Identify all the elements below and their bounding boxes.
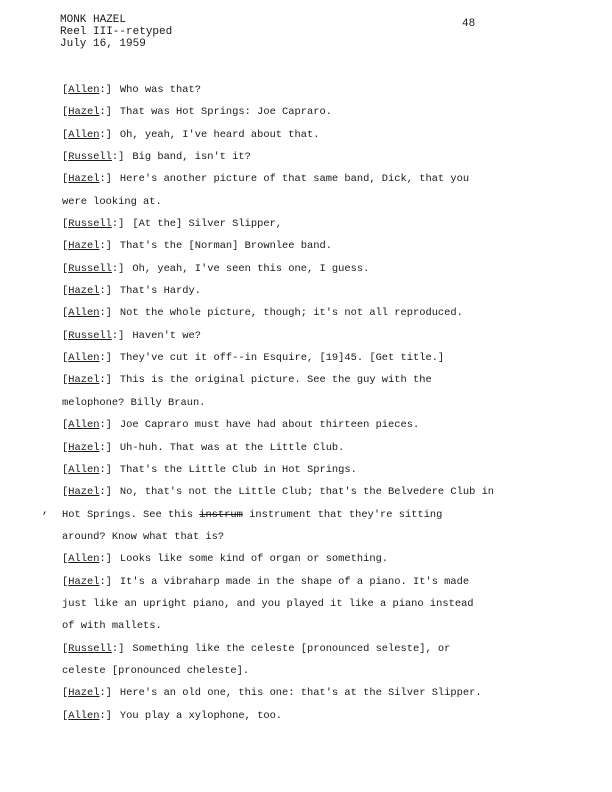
line-text: Joe Capraro must have had about thirteen pieces. [119,419,420,432]
line-text: Haven't we? [132,329,201,342]
speaker-name: Allen [68,307,100,320]
speaker-name: Allen [68,352,100,365]
speaker-label: [Allen:] [62,463,112,476]
speaker-label: [Allen:] [62,307,112,320]
line-text: That's the [Norman] Brownlee band. [119,240,332,253]
speaker-label: [Allen:] [62,709,112,722]
transcript-line [62,504,582,526]
speaker-name: Allen [68,709,100,722]
line-text: It's a vibraharp made in the shape of a piano. It's made [119,575,470,588]
speaker-label: [Hazel:] [62,374,112,387]
transcript-line [62,548,582,570]
line-text: Looks like some kind of organ or something. [119,553,389,566]
transcript-line [62,571,582,593]
speaker-label: [Russell:] [62,642,125,655]
line-text: Uh-huh. That was at the Little Club. [119,441,345,454]
transcript-line [62,660,582,682]
reel-label: Reel III--retyped [60,26,173,38]
speaker-name: Allen [68,419,100,432]
interviewee-name: MONK HAZEL [60,14,127,26]
transcript-body [62,79,582,727]
speaker-name: Hazel [68,106,100,119]
transcript-line [62,705,582,727]
speaker-label: [Hazel:] [62,106,112,119]
transcript-line [62,481,582,503]
transcript-line [62,101,582,123]
speaker-name: Allen [68,553,100,566]
interview-date: July 16, 1959 [60,38,146,50]
speaker-name: Hazel [68,285,100,298]
transcript-line [62,369,582,391]
transcript-line [62,615,582,637]
transcript-line [62,302,582,324]
transcript-line [62,526,582,548]
transcript-line [62,191,582,213]
speaker-name: Hazel [68,240,100,253]
transcript-line [62,392,582,414]
speaker-name: Hazel [68,575,100,588]
line-text: melophone? Billy Braun. [62,396,206,409]
line-text-continued: instrument that they're sitting [249,508,443,521]
line-text: Oh, yeah, I've seen this one, I guess. [132,262,370,275]
transcript-line [62,437,582,459]
line-text: No, that's not the Little Club; that's the Belvedere Club in [119,486,495,499]
speaker-name: Hazel [68,486,100,499]
transcript-line [62,258,582,280]
line-text: Here's an old one, this one: that's at the Silver Slipper. [119,687,482,700]
line-text: That's Hardy. [119,285,201,298]
speaker-name: Hazel [68,441,100,454]
line-text: Who was that? [119,84,201,96]
line-text: were looking at. [62,195,162,208]
speaker-label: [Russell:] [62,218,125,231]
line-text: celeste [pronounced cheleste]. [62,664,250,677]
line-text: They've cut it off--in Esquire, [19]45. [Get title.] [119,352,445,365]
line-text: around? Know what that is? [62,530,225,543]
struck-text: instrum [199,508,243,521]
transcript-line [62,280,582,302]
speaker-name: Russell [68,329,112,342]
transcript-line [62,124,582,146]
speaker-label: [Hazel:] [62,441,112,454]
speaker-label: [Allen:] [62,553,112,566]
speaker-name: Hazel [68,687,100,700]
line-text: Big band, isn't it? [132,151,251,164]
line-text: Not the whole picture, though; it's not all reproduced. [119,307,463,320]
speaker-name: Russell [68,642,112,655]
speaker-name: Russell [68,262,112,275]
document-header [60,14,172,50]
transcript-line [62,593,582,615]
speaker-label: [Hazel:] [62,687,112,700]
speaker-label: [Allen:] [62,419,112,432]
line-text: That was Hot Springs: Joe Capraro. [119,106,332,119]
page-number: 48 [462,18,476,30]
line-text: of with mallets. [62,620,162,633]
speaker-label: [Allen:] [62,84,112,96]
speaker-label: [Hazel:] [62,285,112,298]
line-text: This is the original picture. See the guy with the [119,374,432,387]
line-text: [At the] Silver Slipper, [132,218,283,231]
speaker-name: Allen [68,128,100,141]
transcript-line [62,79,582,101]
transcript-line [62,146,582,168]
line-text: Hot Springs. See this [62,508,193,521]
transcript-line [62,682,582,704]
speaker-label: [Hazel:] [62,240,112,253]
transcript-line [62,459,582,481]
speaker-label: [Russell:] [62,151,125,164]
transcript-line [62,638,582,660]
speaker-label: [Russell:] [62,262,125,275]
transcript-line [62,213,582,235]
line-text: You play a xylophone, too. [119,709,283,722]
speaker-label: [Allen:] [62,128,112,141]
transcript-line [62,168,582,190]
line-text: Oh, yeah, I've heard about that. [119,128,320,141]
line-text: Something like the celeste [pronounced seleste], or [132,642,451,655]
speaker-label: [Allen:] [62,352,112,365]
speaker-label: [Hazel:] [62,173,112,186]
speaker-name: Allen [68,463,100,476]
transcript-line [62,325,582,347]
line-text: Here's another picture of that same band, Dick, that you [119,173,470,186]
transcript-line [62,235,582,257]
line-text: just like an upright piano, and you played it like a piano instead [62,597,474,610]
speaker-label: [Hazel:] [62,575,112,588]
margin-mark: , [42,505,49,517]
line-text: That's the Little Club in Hot Springs. [119,463,357,476]
speaker-name: Russell [68,151,112,164]
speaker-name: Hazel [68,374,100,387]
transcript-line [62,347,582,369]
speaker-name: Russell [68,218,112,231]
speaker-name: Allen [68,84,100,96]
transcript-line [62,414,582,436]
speaker-name: Hazel [68,173,100,186]
speaker-label: [Russell:] [62,329,125,342]
speaker-label: [Hazel:] [62,486,112,499]
